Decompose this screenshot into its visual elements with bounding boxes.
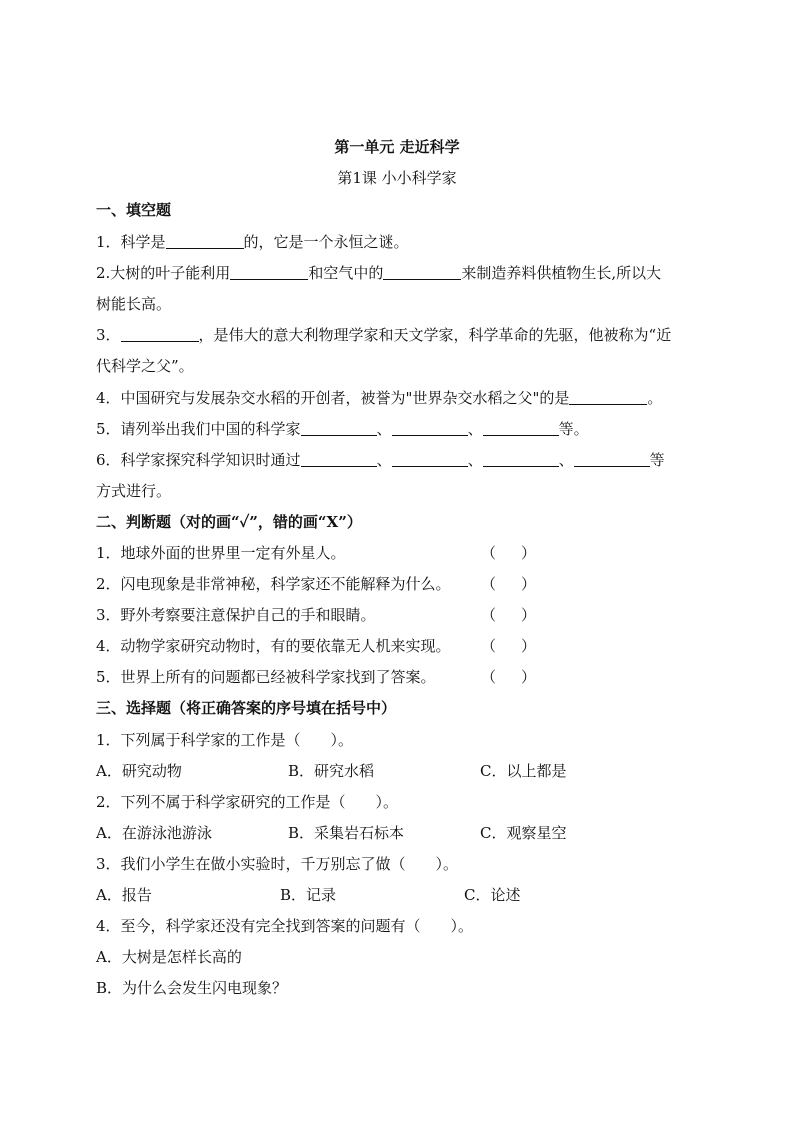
choice-option-a[interactable]: A．报告	[96, 886, 152, 904]
choice-option-a[interactable]: A．在游泳池游泳	[96, 824, 212, 842]
question-text: 2.大树的叶子能利用	[96, 264, 231, 282]
question-text: 4．中国研究与发展杂交水稻的开创者，被誉为"世界杂交水稻之父"的是	[96, 389, 570, 407]
question-text: 6．科学家探究科学知识时通过	[96, 451, 301, 469]
question-fill-5	[96, 418, 589, 439]
question-text: 1．科学是	[96, 233, 166, 251]
choice-question-1: 1．下列属于科学家的工作是（ ）。	[96, 731, 354, 749]
paren-open: （	[481, 544, 497, 562]
paren-close: ）	[521, 637, 537, 655]
choice-option-c[interactable]: C．观察星空	[480, 824, 567, 842]
answer-blank[interactable]	[569, 389, 647, 405]
section-heading-true-false: 二、判断题（对的画“✓”，错的画“X”）	[96, 513, 362, 531]
separator: 、	[467, 451, 483, 469]
answer-blank[interactable]	[121, 326, 199, 342]
question-fill-6-cont: 方式进行。	[96, 482, 172, 500]
paren-close: ）	[521, 606, 537, 624]
choice-option-a[interactable]: A．大树是怎样长高的	[96, 948, 242, 966]
answer-parens[interactable]	[481, 635, 536, 656]
question-fill-4	[96, 387, 662, 408]
judge-item-2: 2．闪电现象是非常神秘，科学家还不能解释为什么。	[96, 575, 451, 593]
unit-title: 第一单元 走近科学	[334, 138, 460, 156]
question-text: 等。	[558, 420, 589, 438]
question-fill-6	[96, 449, 665, 470]
question-text: 来制造养料供植物生长,所以大	[461, 264, 662, 282]
answer-parens[interactable]	[481, 542, 536, 563]
separator: 、	[467, 420, 483, 438]
question-text: 3．	[96, 326, 121, 344]
answer-blank[interactable]	[166, 233, 244, 249]
question-fill-3	[96, 324, 671, 345]
answer-parens[interactable]	[481, 604, 536, 625]
separator: 、	[376, 451, 392, 469]
answer-parens[interactable]	[481, 666, 536, 687]
section-heading-fill-blank: 一、填空题	[96, 201, 172, 219]
question-fill-3-cont: 代科学之父”。	[96, 357, 194, 375]
question-fill-1	[96, 231, 409, 252]
answer-blank[interactable]	[574, 451, 650, 467]
choice-question-4: 4．至今，科学家还没有完全找到答案的问题有（ ）。	[96, 917, 474, 935]
choice-option-b[interactable]: B．研究水稻	[288, 762, 375, 780]
answer-blank[interactable]	[301, 420, 377, 436]
paren-open: （	[481, 637, 497, 655]
answer-blank[interactable]	[483, 451, 559, 467]
paren-close: ）	[521, 668, 537, 686]
choice-question-2: 2．下列不属于科学家研究的工作是（ ）。	[96, 793, 399, 811]
question-text: 。	[647, 389, 663, 407]
lesson-title: 第1课 小小科学家	[337, 169, 457, 187]
paren-open: （	[481, 606, 497, 624]
judge-item-4: 4．动物学家研究动物时，有的要依靠无人机来实现。	[96, 637, 451, 655]
paren-close: ）	[521, 544, 537, 562]
choice-option-b[interactable]: B．为什么会发生闪电现象？	[96, 979, 288, 997]
paren-open: （	[481, 668, 497, 686]
separator: 、	[376, 420, 392, 438]
choice-option-c[interactable]: C．论述	[464, 886, 521, 904]
choice-option-a[interactable]: A．研究动物	[96, 762, 182, 780]
paren-close: ）	[521, 575, 537, 593]
answer-blank[interactable]	[392, 451, 468, 467]
question-text: 和空气中的	[308, 264, 384, 282]
answer-parens[interactable]	[481, 573, 536, 594]
separator: 、	[558, 451, 574, 469]
answer-blank[interactable]	[483, 420, 559, 436]
answer-blank[interactable]	[301, 451, 377, 467]
choice-option-b[interactable]: B．记录	[280, 886, 337, 904]
choice-option-b[interactable]: B．采集岩石标本	[288, 824, 405, 842]
question-text: 的，它是一个永恒之谜。	[243, 233, 409, 251]
judge-item-5: 5．世界上所有的问题都已经被科学家找到了答案。	[96, 668, 436, 686]
question-text: 等	[649, 451, 665, 469]
section-heading-multiple-choice: 三、选择题（将正确答案的序号填在括号中）	[96, 699, 397, 717]
answer-blank[interactable]	[392, 420, 468, 436]
judge-item-1: 1．地球外面的世界里一定有外星人。	[96, 544, 346, 562]
paren-open: （	[481, 575, 497, 593]
answer-blank[interactable]	[383, 264, 461, 280]
question-text: 5．请列举出我们中国的科学家	[96, 420, 301, 438]
question-fill-2	[96, 262, 661, 283]
choice-question-3: 3．我们小学生在做小实验时，千万别忘了做（ ）。	[96, 855, 459, 873]
question-text: ，是伟大的意大利物理学家和天文学家，科学革命的先驱，他被称为“近	[198, 326, 672, 344]
choice-option-c[interactable]: C．以上都是	[480, 762, 567, 780]
answer-blank[interactable]	[230, 264, 308, 280]
judge-item-3: 3．野外考察要注意保护自己的手和眼睛。	[96, 606, 376, 624]
question-fill-2-cont: 树能长高。	[96, 295, 172, 313]
